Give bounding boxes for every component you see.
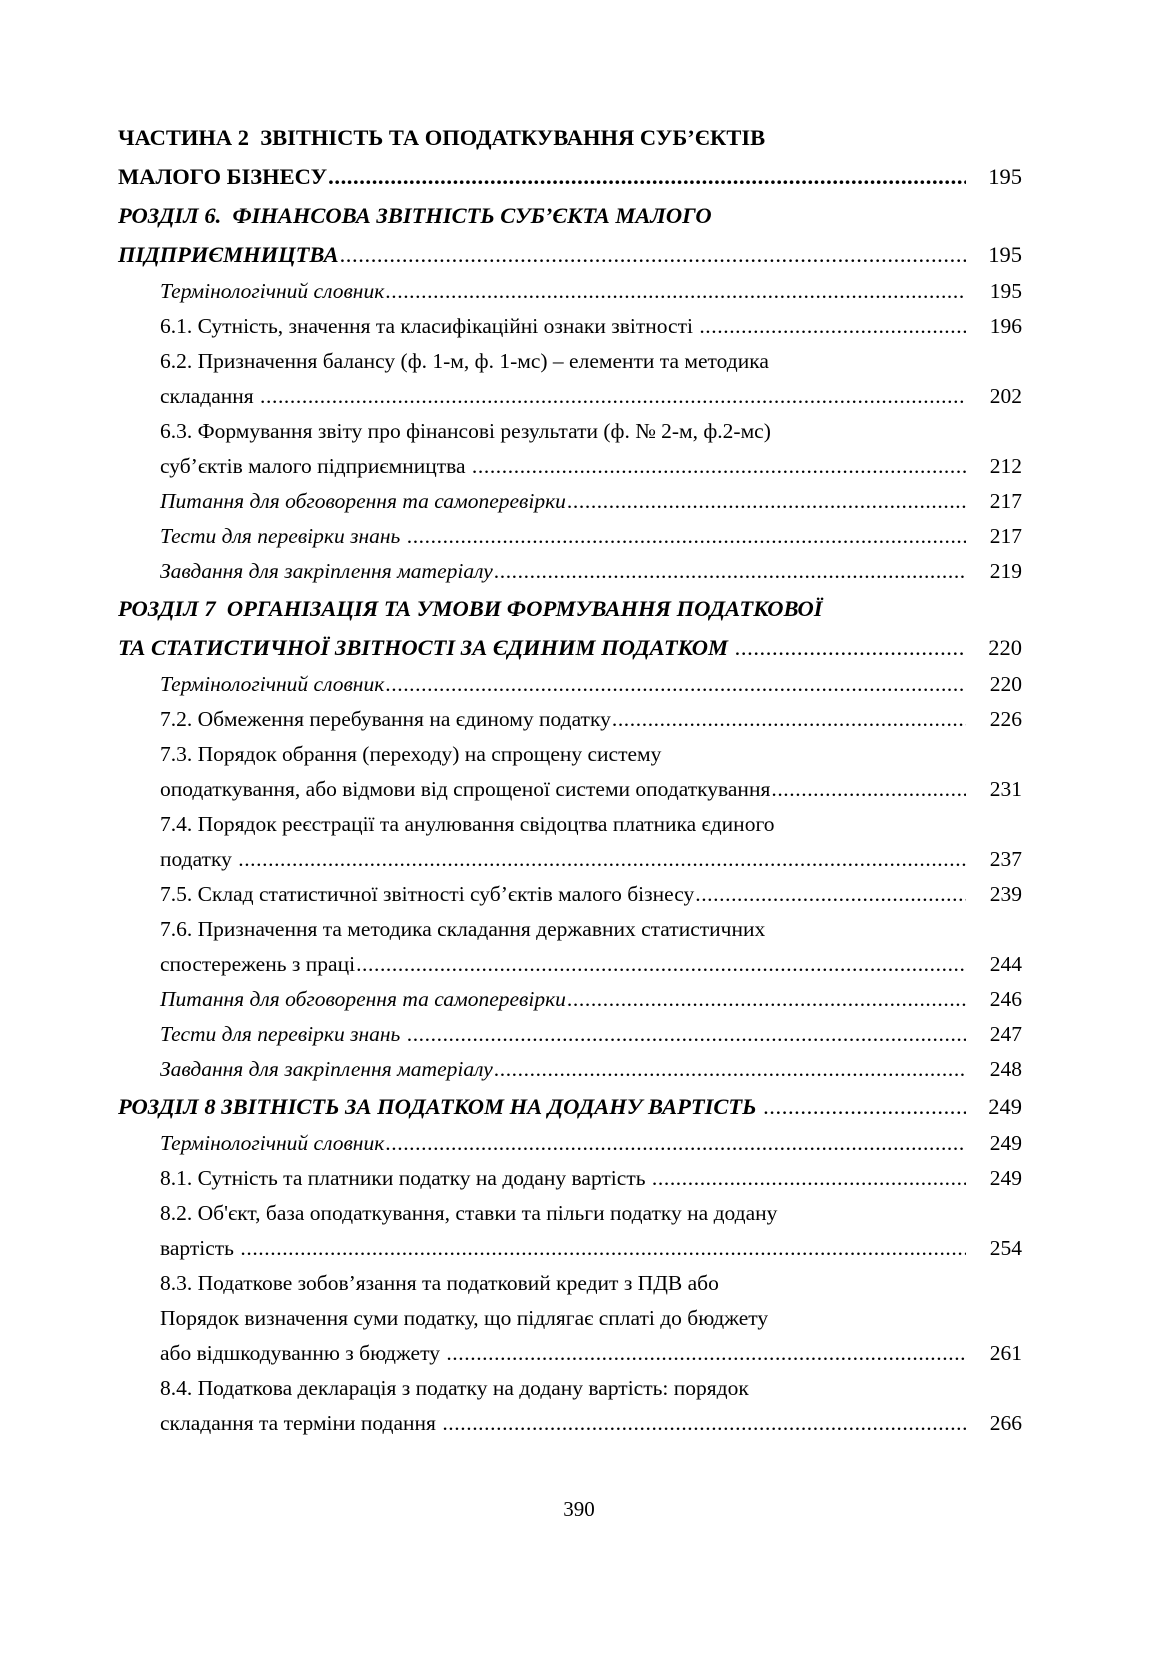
toc-page-number: 266 xyxy=(989,1411,1022,1435)
toc-page-number: 212 xyxy=(989,454,1022,478)
dot-leader xyxy=(385,667,966,702)
toc-page-number: 261 xyxy=(989,1341,1022,1365)
dot-leader xyxy=(260,379,966,414)
toc-entry[interactable] xyxy=(160,1017,1022,1052)
toc-entry-title: 8.4. Податкова декларація з податку на додану вартість: порядок xyxy=(160,1376,749,1400)
toc-entry-line xyxy=(160,982,1022,1017)
dot-leader xyxy=(494,554,966,589)
page-footer xyxy=(0,1497,1158,1522)
toc-entry-line xyxy=(118,118,1022,157)
toc-entry-line xyxy=(118,1087,1022,1126)
toc-entry[interactable] xyxy=(118,118,1022,196)
dot-leader xyxy=(328,157,966,196)
dot-leader xyxy=(446,1336,966,1371)
dot-leader xyxy=(652,1161,966,1196)
dot-leader xyxy=(567,982,966,1017)
toc-page-number: 219 xyxy=(989,559,1022,583)
toc-entry-line xyxy=(160,1126,1022,1161)
dot-leader xyxy=(695,877,966,912)
dot-leader xyxy=(240,1231,966,1266)
toc-entry-title: 7.6. Призначення та методика складання державних статистичних xyxy=(160,917,766,941)
toc-entry-line xyxy=(160,554,1022,589)
toc-entry-title: вартість xyxy=(160,1236,240,1260)
toc-entry-title: 8.3. Податкове зобов’язання та податковий кредит з ПДВ або xyxy=(160,1271,719,1295)
toc-entry-line xyxy=(160,807,1022,842)
dot-leader xyxy=(699,309,966,344)
toc-entry-title: Тести для перевірки знань xyxy=(160,524,406,548)
dot-leader xyxy=(612,702,966,737)
toc-entry-line xyxy=(160,344,1022,379)
toc-entry[interactable] xyxy=(160,702,1022,737)
toc-entry[interactable] xyxy=(160,912,1022,982)
toc-entry-line xyxy=(118,589,1022,628)
toc-entry-line xyxy=(160,1052,1022,1087)
toc-page-number: 239 xyxy=(989,882,1022,906)
toc-entry-continuation xyxy=(160,1301,1022,1336)
toc-entry-title: складання та терміни подання xyxy=(160,1411,442,1435)
dot-leader xyxy=(407,1017,966,1052)
toc-entry-title: ТА СТАТИСТИЧНОЇ ЗВІТНОСТІ ЗА ЄДИНИМ ПОДАТКОМ xyxy=(118,635,734,660)
toc-entry-line xyxy=(160,1196,1022,1231)
toc-page-number: 196 xyxy=(989,314,1022,338)
toc-page-number: 195 xyxy=(988,242,1022,267)
toc-entry-line xyxy=(160,414,1022,449)
toc-entry[interactable] xyxy=(160,344,1022,414)
toc-entry[interactable] xyxy=(160,1196,1022,1266)
footer-page-number: 390 xyxy=(563,1497,595,1521)
toc-entry-title: 7.3. Порядок обрання (переходу) на спрощену систему xyxy=(160,742,662,766)
toc-entry[interactable] xyxy=(118,1087,1022,1126)
toc-entry[interactable] xyxy=(160,667,1022,702)
dot-leader xyxy=(385,274,966,309)
toc-entry-title: Порядок визначення суми податку, що підлягає сплаті до бюджету xyxy=(160,1306,769,1330)
toc-entry-title: 8.2. Об'єкт, база оподаткування, ставки та пільги податку на додану xyxy=(160,1201,778,1225)
toc-entry-continuation xyxy=(160,842,1022,877)
toc-entry-continuation xyxy=(118,235,1022,274)
dot-leader xyxy=(735,628,966,667)
dot-leader xyxy=(472,449,966,484)
dot-leader xyxy=(356,947,966,982)
toc-entry[interactable] xyxy=(160,1266,1022,1371)
toc-entry[interactable] xyxy=(118,196,1022,274)
toc-entry[interactable] xyxy=(160,982,1022,1017)
toc-page-number: 202 xyxy=(989,384,1022,408)
toc-page-number: 226 xyxy=(989,707,1022,731)
toc-page-number: 195 xyxy=(989,279,1022,303)
toc-entry-title: або відшкодуванню з бюджету xyxy=(160,1341,446,1365)
toc-entry[interactable] xyxy=(160,519,1022,554)
toc-entry-line xyxy=(160,912,1022,947)
toc-page-number: 231 xyxy=(989,777,1022,801)
toc-entry-title: 6.2. Призначення балансу (ф. 1-м, ф. 1-мс) – елементи та методика xyxy=(160,349,769,373)
toc-entry-continuation xyxy=(160,1336,1022,1371)
toc-entry-title: Питання для обговорення та самоперевірки xyxy=(160,489,566,513)
toc-entry-title: РОЗДІЛ 6. ФІНАНСОВА ЗВІТНІСТЬ СУБ’ЄКТА МАЛОГО xyxy=(118,203,712,228)
toc-entry-continuation xyxy=(160,449,1022,484)
toc-entry-title: 7.2. Обмеження перебування на єдиному податку xyxy=(160,707,611,731)
toc-entry-title: 6.3. Формування звіту про фінансові результати (ф. № 2-м, ф.2-мс) xyxy=(160,419,771,443)
toc-entry-title: 6.1. Сутність, значення та класифікаційні ознаки звітності xyxy=(160,314,699,338)
dot-leader xyxy=(771,772,966,807)
dot-leader xyxy=(407,519,966,554)
dot-leader xyxy=(763,1087,966,1126)
toc-entry-line xyxy=(160,737,1022,772)
toc-entry[interactable] xyxy=(160,274,1022,309)
toc-entry-title: оподаткування, або відмови від спрощеної системи оподаткування xyxy=(160,777,771,801)
toc-page-number: 246 xyxy=(989,987,1022,1011)
dot-leader xyxy=(494,1052,966,1087)
toc-entry-line xyxy=(160,702,1022,737)
toc-entry[interactable] xyxy=(160,1052,1022,1087)
toc-entry-title: складання xyxy=(160,384,260,408)
toc-entry-title: Питання для обговорення та самоперевірки xyxy=(160,987,566,1011)
toc-page-number: 247 xyxy=(989,1022,1022,1046)
toc-page-number: 249 xyxy=(988,1094,1022,1119)
toc-entry-line xyxy=(160,1266,1022,1301)
toc-entry-line xyxy=(160,484,1022,519)
toc-page-number: 217 xyxy=(989,524,1022,548)
toc-page-number: 254 xyxy=(989,1236,1022,1260)
toc-entry[interactable] xyxy=(160,1126,1022,1161)
toc-entry-title: МАЛОГО БІЗНЕСУ xyxy=(118,164,328,189)
toc-page-number: 237 xyxy=(989,847,1022,871)
toc-entry[interactable] xyxy=(160,1161,1022,1196)
toc-page-number: 249 xyxy=(989,1166,1022,1190)
toc-entry[interactable] xyxy=(160,484,1022,519)
toc-entry-title: Термінологічний словник xyxy=(160,279,385,303)
toc-entry-title: Завдання для закріплення матеріалу xyxy=(160,559,493,583)
toc-page-number: 195 xyxy=(988,164,1022,189)
toc-entry-line xyxy=(160,667,1022,702)
toc-entry-continuation xyxy=(160,772,1022,807)
table-of-contents xyxy=(118,118,1022,1441)
toc-entry-continuation xyxy=(160,1231,1022,1266)
toc-page-number: 248 xyxy=(989,1057,1022,1081)
toc-entry[interactable] xyxy=(160,309,1022,344)
toc-entry-title: Термінологічний словник xyxy=(160,1131,385,1155)
toc-entry-line xyxy=(160,1017,1022,1052)
toc-entry-continuation xyxy=(160,1406,1022,1441)
toc-entry[interactable] xyxy=(160,737,1022,807)
dot-leader xyxy=(385,1126,966,1161)
toc-entry-title: РОЗДІЛ 8 ЗВІТНІСТЬ ЗА ПОДАТКОМ НА ДОДАНУ ВАРТІСТЬ xyxy=(118,1094,763,1119)
toc-entry[interactable] xyxy=(160,1371,1022,1441)
toc-entry-line xyxy=(160,1161,1022,1196)
toc-entry-line xyxy=(160,274,1022,309)
toc-entry-continuation xyxy=(118,628,1022,667)
dot-leader xyxy=(238,842,966,877)
toc-page-number: 244 xyxy=(989,952,1022,976)
dot-leader xyxy=(340,235,966,274)
toc-entry-continuation xyxy=(160,379,1022,414)
toc-page-number: 217 xyxy=(989,489,1022,513)
toc-entry-title: 7.5. Склад статистичної звітності суб’єктів малого бізнесу xyxy=(160,882,695,906)
toc-entry-title: 7.4. Порядок реєстрації та анулювання свідоцтва платника єдиного xyxy=(160,812,775,836)
dot-leader xyxy=(442,1406,966,1441)
toc-entry-title: Термінологічний словник xyxy=(160,672,385,696)
toc-page-number: 249 xyxy=(989,1131,1022,1155)
toc-entry-line xyxy=(160,1371,1022,1406)
toc-entry-title: спостережень з праці xyxy=(160,952,356,976)
toc-entry-line xyxy=(160,877,1022,912)
toc-entry-title: ЧАСТИНА 2 ЗВІТНІСТЬ ТА ОПОДАТКУВАННЯ СУБ’ЄКТІВ xyxy=(118,125,766,150)
toc-entry[interactable] xyxy=(118,589,1022,667)
toc-entry-line xyxy=(160,519,1022,554)
toc-entry-title: податку xyxy=(160,847,238,871)
toc-entry-title: Тести для перевірки знань xyxy=(160,1022,406,1046)
toc-entry-title: Завдання для закріплення матеріалу xyxy=(160,1057,493,1081)
toc-entry[interactable] xyxy=(160,554,1022,589)
toc-entry-title: суб’єктів малого підприємництва xyxy=(160,454,471,478)
toc-entry-title: 8.1. Сутність та платники податку на додану вартість xyxy=(160,1166,651,1190)
toc-entry-title: РОЗДІЛ 7 ОРГАНІЗАЦІЯ ТА УМОВИ ФОРМУВАННЯ ПОДАТКОВОЇ xyxy=(118,596,823,621)
toc-entry-line xyxy=(160,309,1022,344)
toc-page-number: 220 xyxy=(989,672,1022,696)
toc-entry[interactable] xyxy=(160,807,1022,877)
toc-entry[interactable] xyxy=(160,414,1022,484)
toc-entry[interactable] xyxy=(160,877,1022,912)
toc-entry-title: ПІДПРИЄМНИЦТВА xyxy=(118,242,339,267)
dot-leader xyxy=(567,484,966,519)
toc-entry-continuation xyxy=(118,157,1022,196)
toc-page-number: 220 xyxy=(988,635,1022,660)
toc-entry-continuation xyxy=(160,947,1022,982)
toc-entry-line xyxy=(118,196,1022,235)
